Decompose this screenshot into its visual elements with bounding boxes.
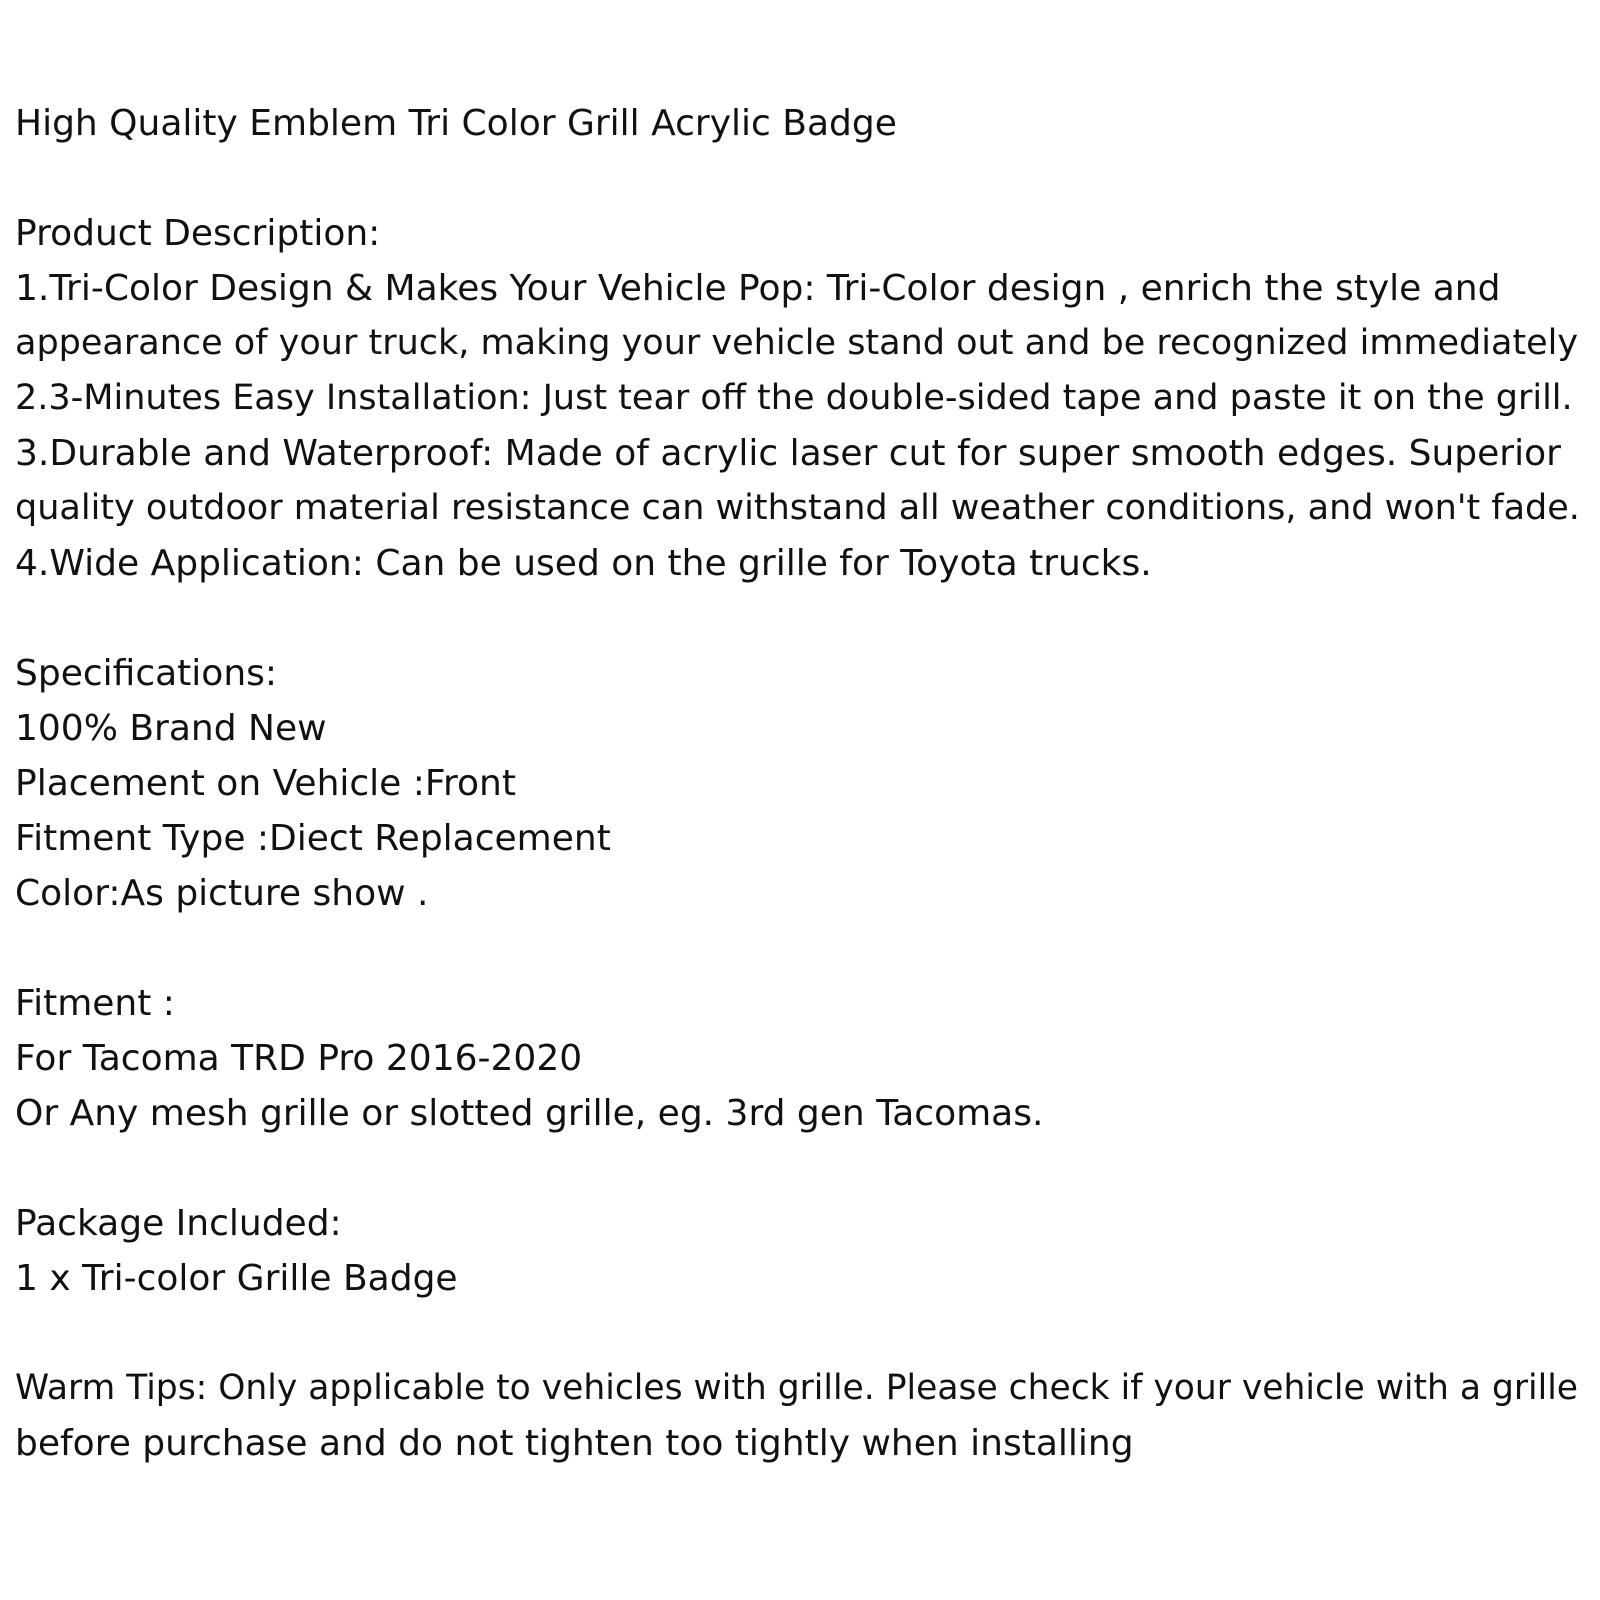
specification-line: 100% Brand New — [15, 708, 327, 749]
fitment-line: Or Any mesh grille or slotted grille, eg. 3rd gen Tacomas. — [15, 1093, 1044, 1134]
package-line: 1 x Tri-color Grille Badge — [15, 1258, 458, 1299]
description-line: 4.Wide Application: Can be used on the grille for Toyota trucks. — [15, 543, 1152, 584]
description-heading: Product Description: — [15, 213, 381, 254]
spacer — [15, 1306, 1593, 1361]
fitment-heading: Fitment : — [15, 983, 175, 1024]
description-line: 2.3-Minutes Easy Installation: Just tear off the double-sided tape and paste it on the grill. — [15, 378, 1573, 418]
product-title: High Quality Emblem Tri Color Grill Acrylic Badge — [15, 103, 897, 144]
specifications-heading: Specifications: — [15, 653, 278, 694]
specification-line: Placement on Vehicle :Front — [15, 763, 516, 804]
warm-tips-line: before purchase and do not tighten too tightly when installing — [15, 1423, 1134, 1464]
warm-tips-line: Warm Tips: Only applicable to vehicles with grille. Please check if your vehicle with a grille — [15, 1368, 1579, 1408]
fitment-line: For Tacoma TRD Pro 2016-2020 — [15, 1038, 583, 1079]
spacer — [15, 151, 1593, 206]
description-line: quality outdoor material resistance can withstand all weather conditions, and won't fade. — [15, 488, 1580, 528]
product-listing-document — [15, 96, 1593, 1471]
description-line: 3.Durable and Waterproof: Made of acrylic laser cut for super smooth edges. Superior — [15, 433, 1561, 474]
specification-line: Fitment Type :Diect Replacement — [15, 818, 611, 859]
specification-line: Color:As picture show . — [15, 873, 429, 914]
spacer — [15, 921, 1593, 976]
spacer — [15, 591, 1593, 646]
package-heading: Package Included: — [15, 1203, 342, 1244]
spacer — [15, 1141, 1593, 1196]
description-line: appearance of your truck, making your vehicle stand out and be recognized immediately — [15, 323, 1579, 363]
description-line: 1.Tri-Color Design & Makes Your Vehicle Pop: Tri-Color design , enrich the style and — [15, 268, 1501, 309]
